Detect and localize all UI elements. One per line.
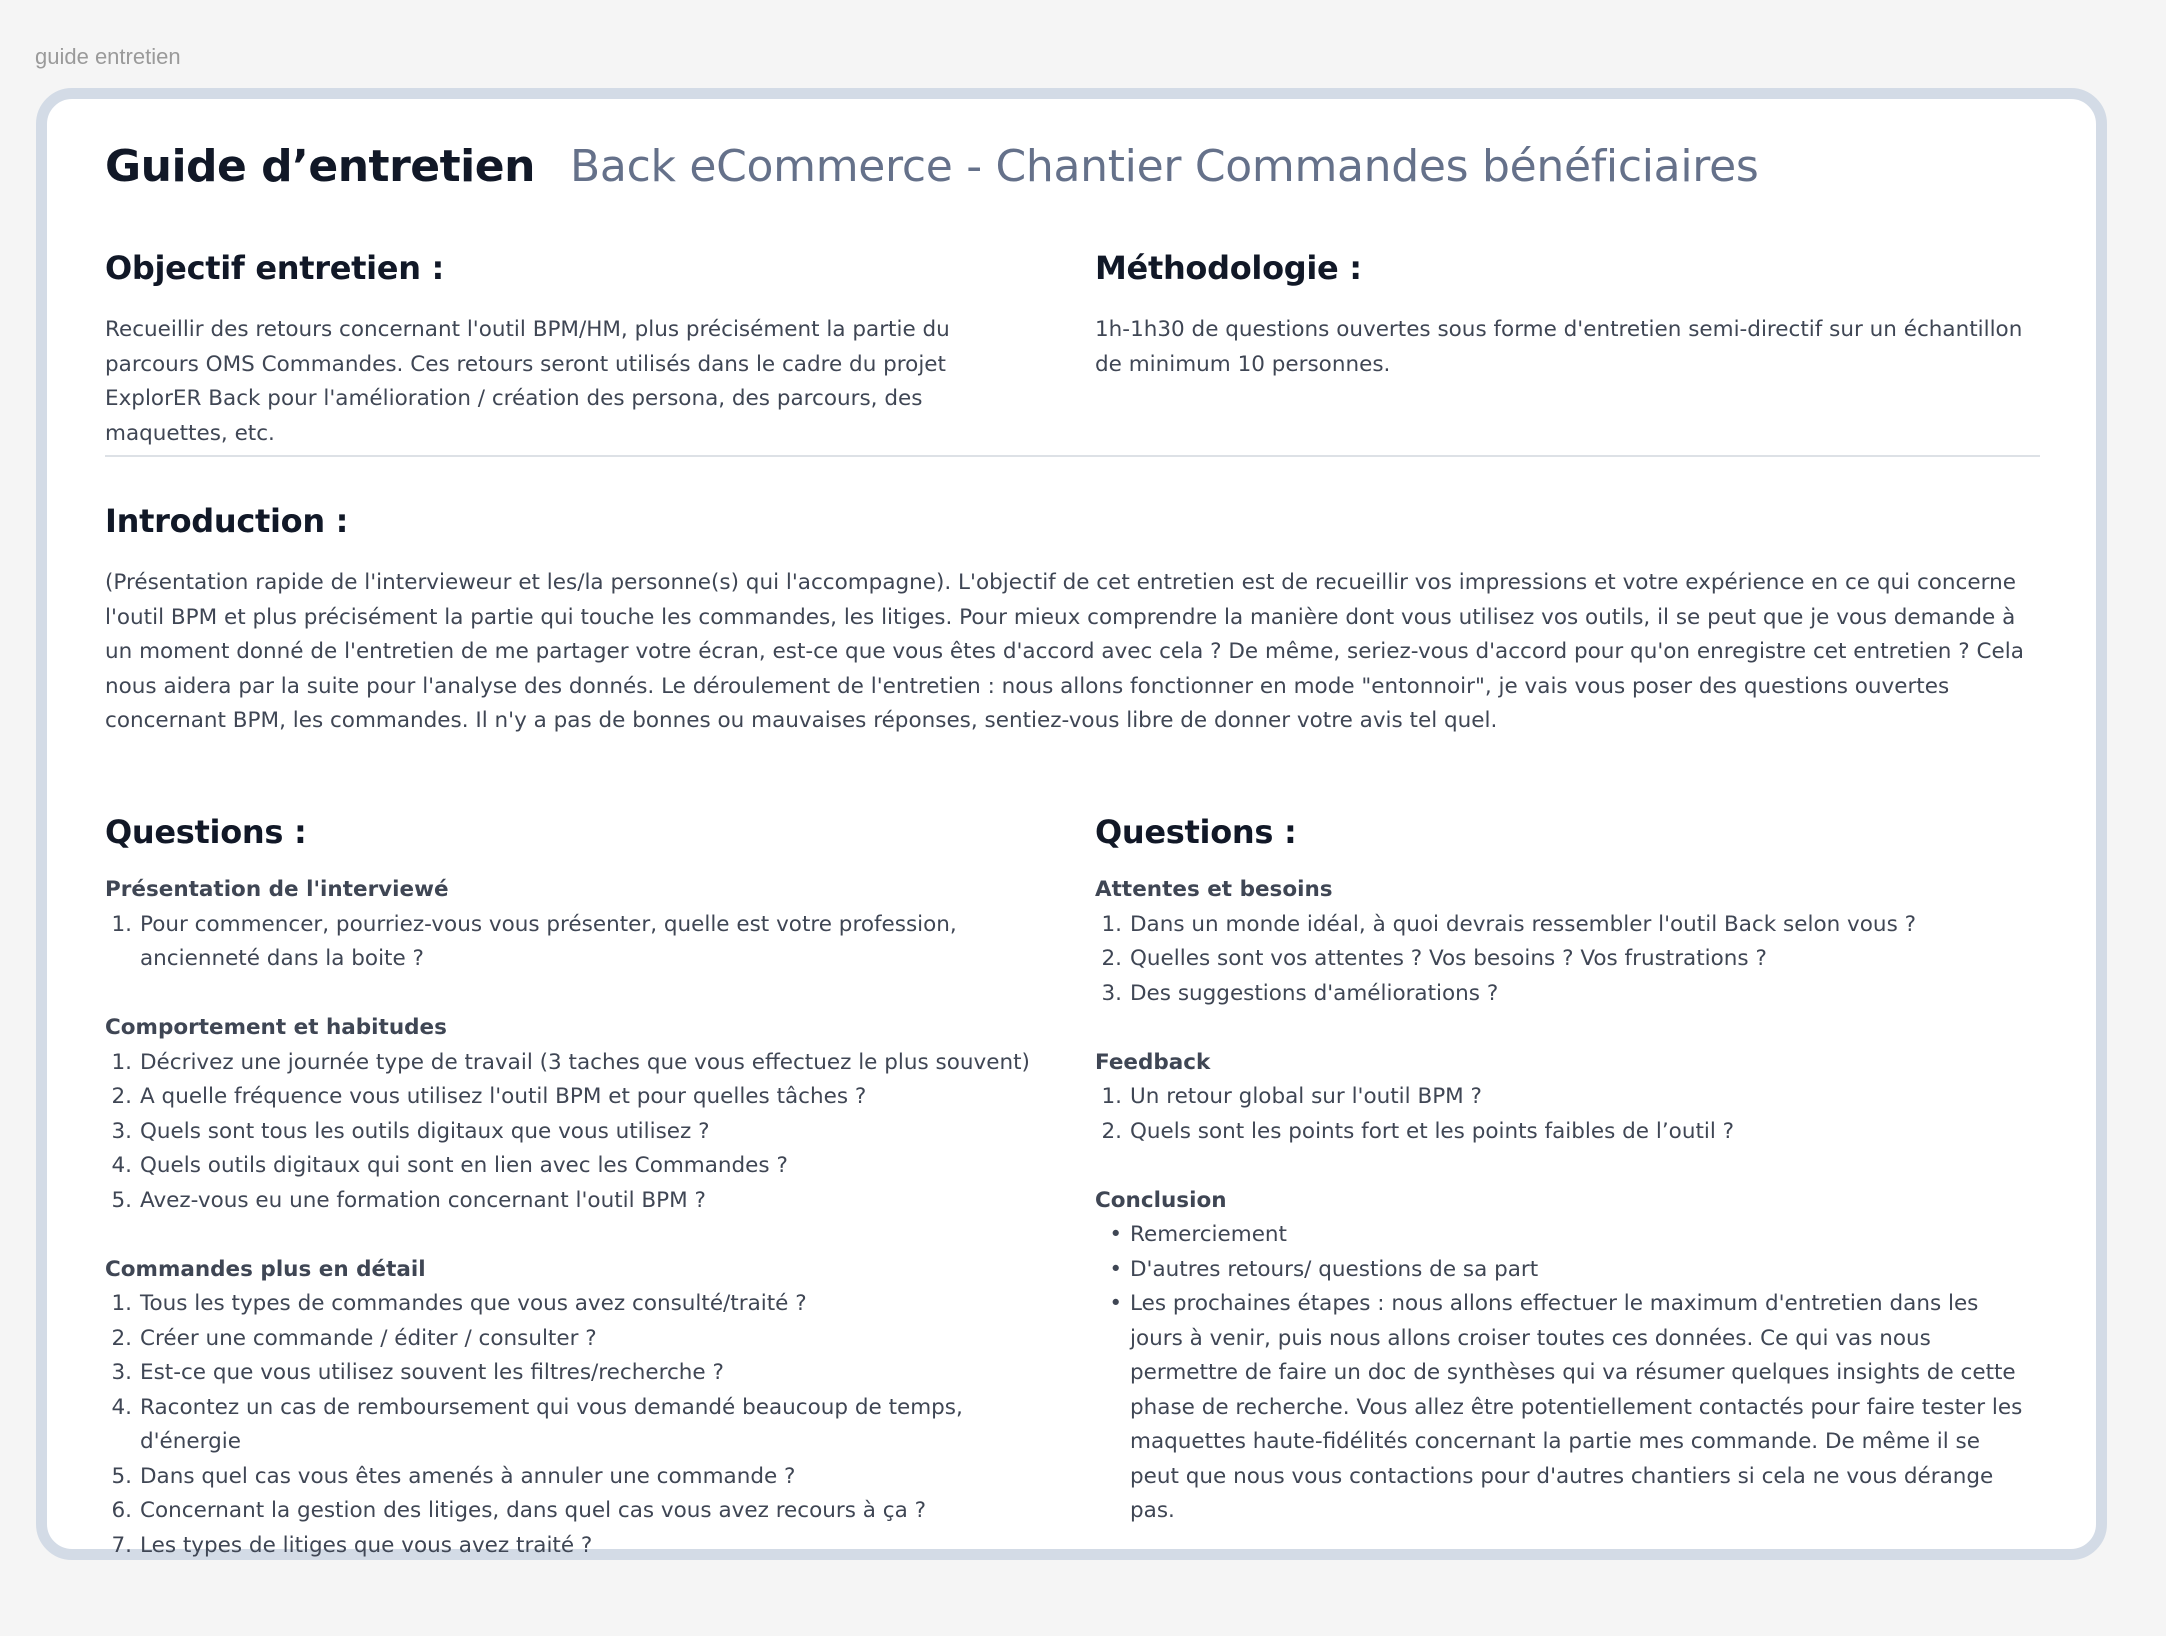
list-item xyxy=(1095,1080,2030,1115)
question-group-title: Feedback xyxy=(1095,1049,1211,1075)
item-number: 5. xyxy=(111,1463,132,1489)
page-subtitle: Back eCommerce - Chantier Commandes bénéficiaires xyxy=(570,141,1759,192)
list-item-text: Quelles sont vos attentes ? Vos besoins ? Vos frustrations ? xyxy=(1130,946,1767,971)
question-group-title: Conclusion xyxy=(1095,1187,1227,1213)
list-item xyxy=(105,1494,1065,1529)
list-item-text: Quels sont les points fort et les points faibles de l’outil ? xyxy=(1130,1118,1735,1144)
list-item xyxy=(1095,1115,2030,1150)
list-item-text: Tous les types de commandes que vous avez consulté/traité ? xyxy=(140,1291,807,1316)
list-item-text: D'autres retours/ questions de sa part xyxy=(1130,1256,1539,1282)
list-item-text: Un retour global sur l'outil BPM ? xyxy=(1130,1084,1482,1109)
bullet-list xyxy=(1095,1218,2030,1529)
question-group xyxy=(105,1011,1065,1218)
questions-left-heading: Questions : xyxy=(105,813,307,851)
list-item xyxy=(105,1184,1065,1219)
list-item-text: Les prochaines étapes : nous allons effectuer le maximum d'entretien dans les jours à venir, puis nous allons croiser toutes ces données. Ce qui vas nous permettre de faire un doc de synthèses qui va résumer quelques insights de cette phase de recherche. Vous allez être potentiellement contactés pour faire tester les maquettes haute-fidélités concernant la partie mes commande. De même il se peut que nous vous contactions pour d'autres chantiers si cela ne vous dérange pas. xyxy=(1130,1291,2023,1523)
list-item-text: Décrivez une journée type de travail (3 taches que vous effectuez le plus souvent) xyxy=(140,1049,1030,1075)
questions-right-column xyxy=(1095,873,2030,1563)
item-number: 3. xyxy=(111,1360,132,1385)
list-item-text: Pour commencer, pourriez-vous vous présenter, quelle est votre profession, ancienneté dans la boite ? xyxy=(140,911,957,971)
item-number: 2. xyxy=(111,1325,132,1351)
list-item xyxy=(1095,1253,2030,1288)
questions-left-column xyxy=(105,873,1065,1598)
page-title: Guide d’entretien xyxy=(105,141,535,192)
list-item xyxy=(105,1322,1065,1357)
numbered-list xyxy=(1095,1080,2030,1149)
list-item-text: Les types de litiges que vous avez traité ? xyxy=(140,1532,593,1558)
question-group xyxy=(1095,873,2030,1011)
question-group-title: Comportement et habitudes xyxy=(105,1015,447,1040)
list-item xyxy=(1095,908,2030,943)
question-group-title: Commandes plus en détail xyxy=(105,1256,426,1282)
bullet-marker: • xyxy=(1109,1291,1122,1316)
bullet-marker: • xyxy=(1109,1256,1122,1282)
question-group-title: Attentes et besoins xyxy=(1095,877,1333,902)
objectif-heading: Objectif entretien : xyxy=(105,249,445,287)
item-number: 1. xyxy=(1101,911,1122,937)
list-item xyxy=(105,1460,1065,1495)
list-item xyxy=(1095,1218,2030,1253)
list-item xyxy=(105,1391,1065,1460)
item-number: 1. xyxy=(111,1049,132,1075)
methodologie-text: 1h-1h30 de questions ouvertes sous forme d'entretien semi-directif sur un échantillon de minimum 10 personnes. xyxy=(1095,317,2023,377)
list-item-text: Racontez un cas de remboursement qui vous demandé beaucoup de temps, d'énergie xyxy=(140,1394,963,1454)
list-item xyxy=(105,1287,1065,1322)
objectif-text: Recueillir des retours concernant l'outil BPM/HM, plus précisément la partie du parcours OMS Commandes. Ces retours seront utilisés dans le cadre du projet ExplorER Back pour l'amélioration / création des persona, des parcours, des maquettes, etc. xyxy=(105,317,950,446)
list-item-text: Dans quel cas vous êtes amenés à annuler une commande ? xyxy=(140,1463,796,1489)
question-group xyxy=(1095,1184,2030,1529)
list-item-text: Concernant la gestion des litiges, dans quel cas vous avez recours à ça ? xyxy=(140,1498,927,1523)
question-group xyxy=(1095,1046,2030,1150)
item-number: 4. xyxy=(111,1153,132,1178)
interview-guide-card xyxy=(36,88,2107,1560)
item-number: 2. xyxy=(111,1084,132,1109)
numbered-list xyxy=(105,1046,1065,1219)
introduction-heading: Introduction : xyxy=(105,502,349,540)
item-number: 6. xyxy=(111,1498,132,1523)
list-item xyxy=(105,1149,1065,1184)
list-item-text: Quels sont tous les outils digitaux que vous utilisez ? xyxy=(140,1118,710,1144)
list-item-text: Créer une commande / éditer / consulter ? xyxy=(140,1325,597,1351)
list-item xyxy=(1095,942,2030,977)
list-item xyxy=(105,1080,1065,1115)
numbered-list xyxy=(105,908,1065,977)
introduction-text: (Présentation rapide de l'intervieweur et les/la personne(s) qui l'accompagne). L'objectif de cet entretien est de recueillir vos impressions et votre expérience en ce qui concerne l'outil BPM et plus précisément la partie qui touche les commandes, les litiges. Pour mieux comprendre la manière dont vous utilisez vos outils, il se peut que je vous demande à un moment donné de l'entretien de me partager votre écran, est-ce que vous êtes d'accord avec cela ? De même, seriez-vous d'accord pour qu'on enregistre cet entretien ? Cela nous aidera par la suite pour l'analyse des donnés. Le déroulement de l'entretien : nous allons fonctionner en mode "entonnoir", je vais vous poser des questions ouvertes concernant BPM, les commandes. Il n'y a pas de bonnes ou mauvaises réponses, sentiez-vous libre de donner votre avis tel quel. xyxy=(105,570,2024,733)
section-divider xyxy=(105,455,2040,457)
list-item-text: A quelle fréquence vous utilisez l'outil BPM et pour quelles tâches ? xyxy=(140,1084,867,1109)
list-item-text: Quels outils digitaux qui sont en lien avec les Commandes ? xyxy=(140,1153,788,1178)
numbered-list xyxy=(105,1287,1065,1563)
item-number: 3. xyxy=(1101,980,1122,1006)
list-item xyxy=(105,1356,1065,1391)
item-number: 2. xyxy=(1101,946,1122,971)
item-number: 3. xyxy=(111,1118,132,1144)
list-item-text: Remerciement xyxy=(1130,1222,1287,1247)
question-group xyxy=(105,873,1065,977)
list-item-text: Dans un monde idéal, à quoi devrais ressembler l'outil Back selon vous ? xyxy=(1130,911,1917,937)
list-item xyxy=(105,908,1065,977)
item-number: 1. xyxy=(111,911,132,937)
list-item xyxy=(105,1529,1065,1564)
list-item xyxy=(1095,1287,2030,1529)
list-item-text: Est-ce que vous utilisez souvent les filtres/recherche ? xyxy=(140,1360,724,1385)
bullet-marker: • xyxy=(1109,1222,1122,1247)
list-item-text: Avez-vous eu une formation concernant l'outil BPM ? xyxy=(140,1187,706,1213)
list-item xyxy=(105,1046,1065,1081)
list-item xyxy=(1095,977,2030,1012)
item-number: 1. xyxy=(111,1291,132,1316)
methodologie-heading: Méthodologie : xyxy=(1095,249,1362,287)
page-header xyxy=(105,141,1758,192)
question-group xyxy=(105,1253,1065,1564)
item-number: 1. xyxy=(1101,1084,1122,1109)
numbered-list xyxy=(1095,908,2030,1012)
frame-label[interactable]: guide entretien xyxy=(35,44,181,69)
item-number: 5. xyxy=(111,1187,132,1213)
questions-right-heading: Questions : xyxy=(1095,813,1297,851)
item-number: 7. xyxy=(111,1532,132,1558)
item-number: 4. xyxy=(111,1394,132,1420)
list-item-text: Des suggestions d'améliorations ? xyxy=(1130,980,1499,1006)
list-item xyxy=(105,1115,1065,1150)
question-group-title: Présentation de l'interviewé xyxy=(105,877,449,902)
item-number: 2. xyxy=(1101,1118,1122,1144)
